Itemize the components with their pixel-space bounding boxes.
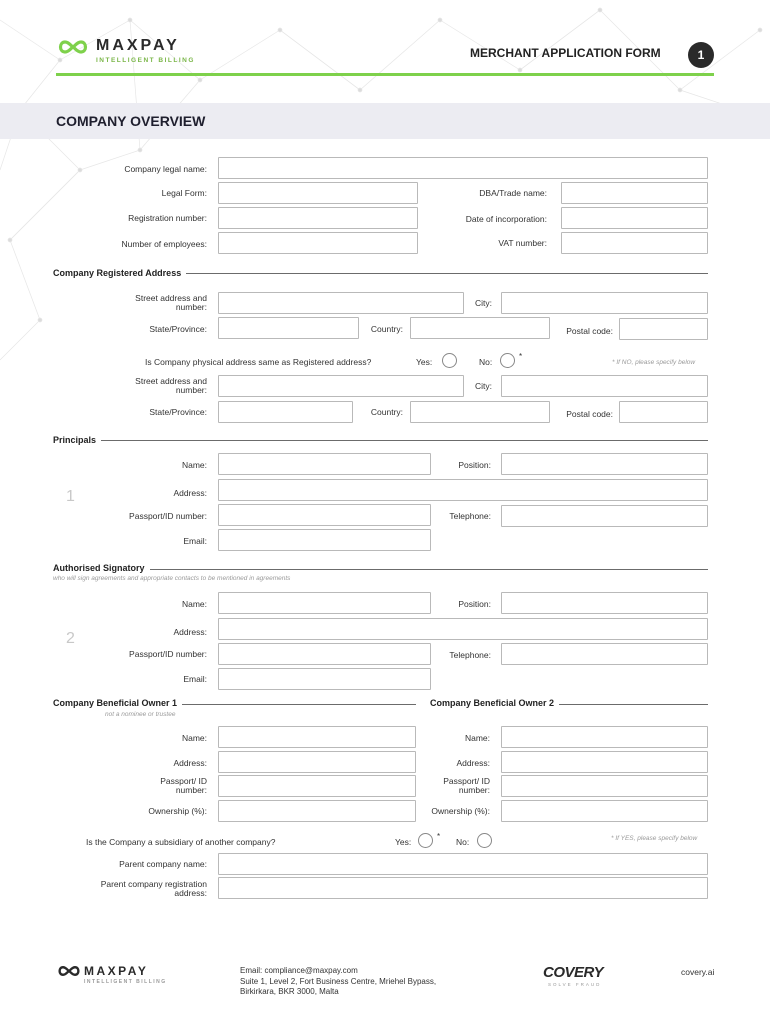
owner1-heading: Company Beneficial Owner 1 xyxy=(53,698,182,708)
infinity-logo-icon xyxy=(56,39,90,55)
label-signatory-passport: Passport/ID number: xyxy=(129,649,207,659)
label-signatory-position: Position: xyxy=(458,599,491,609)
section-title: COMPANY OVERVIEW xyxy=(56,113,206,129)
owner1-address-input[interactable] xyxy=(218,751,416,773)
postal-2-input[interactable] xyxy=(619,401,708,423)
label-principal-telephone: Telephone: xyxy=(449,511,491,521)
subsidiary-asterisk: * xyxy=(437,832,441,841)
principal-telephone-input[interactable] xyxy=(501,505,708,527)
label-principal-position: Position: xyxy=(458,460,491,470)
postal-input[interactable] xyxy=(619,318,708,340)
signatory-passport-input[interactable] xyxy=(218,643,431,665)
owner1-ownership-input[interactable] xyxy=(218,800,416,822)
label-signatory-telephone: Telephone: xyxy=(449,650,491,660)
label-yes: Yes: xyxy=(416,357,433,367)
company-legal-name-input[interactable] xyxy=(218,157,708,179)
label-dba: DBA/Trade name: xyxy=(479,188,547,198)
label-employees: Number of employees: xyxy=(121,239,207,249)
label-owner1-address: Address: xyxy=(173,758,207,768)
subsidiary-no-radio[interactable] xyxy=(477,833,492,848)
form-title: MERCHANT APPLICATION FORM xyxy=(470,46,661,60)
footer-address-line2: Birkirkara, BKR 3000, Malta xyxy=(240,987,339,996)
signatory-rule xyxy=(53,569,708,570)
city-input[interactable] xyxy=(501,292,708,314)
label-parent-name: Parent company name: xyxy=(119,859,207,869)
owner1-passport-input[interactable] xyxy=(218,775,416,797)
label-street: Street address and number: xyxy=(135,293,207,312)
physical-address-question: Is Company physical address same as Registered address? xyxy=(145,357,372,367)
country-input[interactable] xyxy=(410,317,550,339)
signatory-heading: Authorised Signatory xyxy=(53,563,150,573)
principal-passport-input[interactable] xyxy=(218,504,431,526)
covery-link[interactable]: covery.ai xyxy=(681,967,715,977)
label-principal-email: Email: xyxy=(183,536,207,546)
footer-address-line1: Suite 1, Level 2, Fort Business Centre, Mriehel Bypass, xyxy=(240,976,437,986)
signatory-position-input[interactable] xyxy=(501,592,708,614)
subsidiary-yes-radio[interactable] xyxy=(418,833,433,848)
label-postal-2: Postal code: xyxy=(566,409,613,419)
label-legal-form: Legal Form: xyxy=(161,188,207,198)
principal-name-input[interactable] xyxy=(218,453,431,475)
state-2-input[interactable] xyxy=(218,401,353,423)
owner2-address-input[interactable] xyxy=(501,751,708,773)
parent-name-input[interactable] xyxy=(218,853,708,875)
label-country-2: Country: xyxy=(370,407,403,417)
label-signatory-email: Email: xyxy=(183,674,207,684)
if-yes-note: * If YES, please specify below xyxy=(611,835,698,842)
owner2-name-input[interactable] xyxy=(501,726,708,748)
principals-heading: Principals xyxy=(53,435,101,445)
principal-position-input[interactable] xyxy=(501,453,708,475)
footer-contact xyxy=(240,966,436,998)
registered-address-heading: Company Registered Address xyxy=(53,268,186,278)
label-owner1-ownership: Ownership (%): xyxy=(148,806,207,816)
label-state-2: State/Province: xyxy=(149,407,207,417)
date-incorporation-input[interactable] xyxy=(561,207,708,229)
label-street-2: Street address and number: xyxy=(135,376,207,395)
label-city: City: xyxy=(475,298,492,308)
dba-input[interactable] xyxy=(561,182,708,204)
registration-number-input[interactable] xyxy=(218,207,418,229)
employees-input[interactable] xyxy=(218,232,418,254)
legal-form-input[interactable] xyxy=(218,182,418,204)
state-input[interactable] xyxy=(218,317,359,339)
owner1-subnote: not a nominee or trustee xyxy=(105,711,176,718)
street-input[interactable] xyxy=(218,292,464,314)
label-principal-name: Name: xyxy=(181,460,207,470)
signatory-name-input[interactable] xyxy=(218,592,431,614)
physical-same-no-radio[interactable] xyxy=(500,353,515,368)
label-owner1-name: Name: xyxy=(181,733,207,743)
label-country: Country: xyxy=(370,324,403,334)
logo-text: MAXPAY xyxy=(96,37,180,54)
covery-tagline: SOLVE FRAUD xyxy=(548,982,602,987)
label-owner2-address: Address: xyxy=(456,758,490,768)
footer-logo-subtitle: INTELLIGENT BILLING xyxy=(84,979,167,985)
header-divider xyxy=(56,73,714,76)
parent-reg-input[interactable] xyxy=(218,877,708,899)
physical-same-yes-radio[interactable] xyxy=(442,353,457,368)
principal-number: 1 xyxy=(66,488,75,505)
owner2-heading: Company Beneficial Owner 2 xyxy=(430,698,559,708)
label-date-incorporation: Date of incorporation: xyxy=(465,214,547,224)
label-subsidiary-yes: Yes: xyxy=(395,837,412,847)
label-vat: VAT number: xyxy=(498,238,547,248)
city-2-input[interactable] xyxy=(501,375,708,397)
signatory-telephone-input[interactable] xyxy=(501,643,708,665)
label-principal-address: Address: xyxy=(173,488,207,498)
label-owner2-passport: Passport/ ID number: xyxy=(443,776,490,795)
label-owner1-passport: Passport/ ID number: xyxy=(160,776,207,795)
label-signatory-name: Name: xyxy=(181,599,207,609)
footer-email: Email: compliance@maxpay.com xyxy=(240,966,358,975)
label-state: State/Province: xyxy=(149,324,207,334)
country-2-input[interactable] xyxy=(410,401,550,423)
vat-input[interactable] xyxy=(561,232,708,254)
street-2-input[interactable] xyxy=(218,375,464,397)
label-principal-passport: Passport/ID number: xyxy=(129,511,207,521)
label-subsidiary-no: No: xyxy=(456,837,470,847)
footer-infinity-logo-icon xyxy=(56,965,82,977)
principal-email-input[interactable] xyxy=(218,529,431,551)
principal-address-input[interactable] xyxy=(218,479,708,501)
signatory-number: 2 xyxy=(66,630,75,647)
label-owner2-ownership: Ownership (%): xyxy=(431,806,490,816)
label-owner2-name: Name: xyxy=(464,733,490,743)
label-company-legal-name: Company legal name: xyxy=(124,164,207,174)
label-registration-number: Registration number: xyxy=(128,213,207,223)
logo-subtitle: INTELLIGENT BILLING xyxy=(96,57,195,64)
subsidiary-question: Is the Company a subsidiary of another company? xyxy=(86,837,276,847)
covery-logo: COVERY xyxy=(543,964,604,981)
signatory-email-input[interactable] xyxy=(218,668,431,690)
page-number-badge: 1 xyxy=(688,42,714,68)
if-no-note: * If NO, please specify below xyxy=(612,359,696,366)
label-no: No: xyxy=(479,357,493,367)
label-parent-reg: Parent company registration address: xyxy=(100,879,207,898)
asterisk: * xyxy=(519,352,523,361)
footer-logo-text: MAXPAY xyxy=(84,964,149,978)
principals-rule xyxy=(53,440,708,441)
signatory-address-input[interactable] xyxy=(218,618,708,640)
owner1-name-input[interactable] xyxy=(218,726,416,748)
label-city-2: City: xyxy=(475,381,492,391)
signatory-subnote: who will sign agreements and appropriate contacts to be mentioned in agreements xyxy=(53,575,291,582)
owner2-passport-input[interactable] xyxy=(501,775,708,797)
label-postal: Postal code: xyxy=(566,326,613,336)
label-signatory-address: Address: xyxy=(173,627,207,637)
owner2-ownership-input[interactable] xyxy=(501,800,708,822)
